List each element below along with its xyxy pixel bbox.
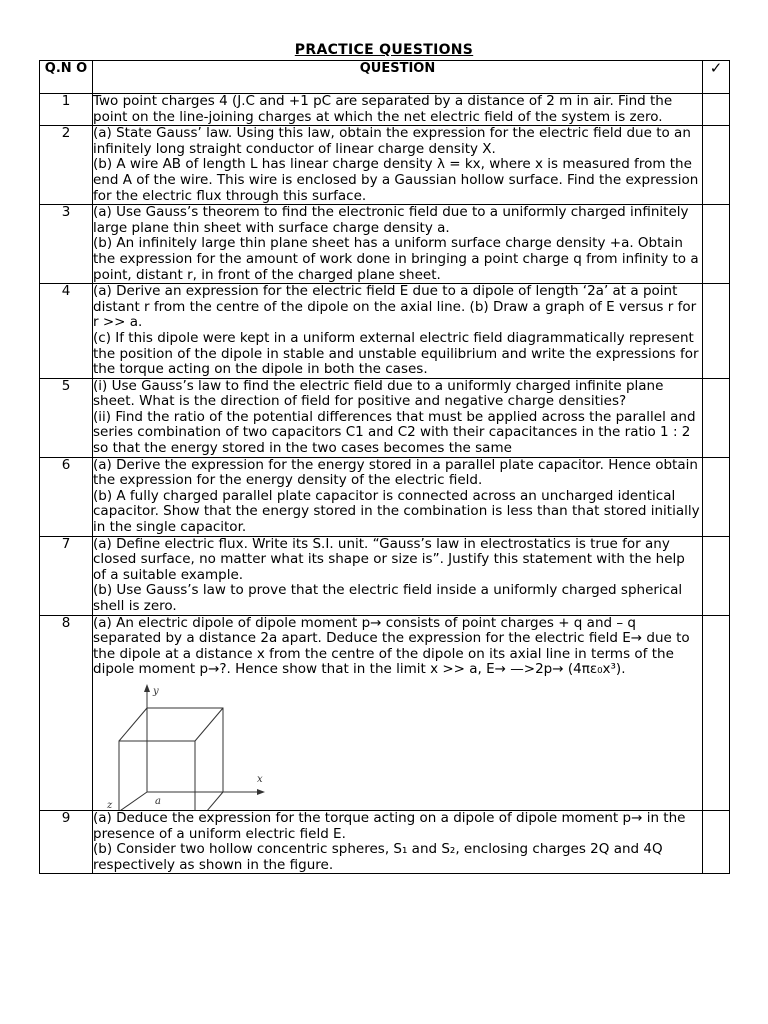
- question-part: (b) A wire AB of length L has linear charge density λ = kx, where x is measured from the end A of the wire. This wire is enclosed by a Gaussian hollow surface. Find the expression for the electric flux through this surface.: [93, 156, 699, 204]
- table-row: [40, 615, 730, 810]
- cube-back-face: [147, 708, 223, 792]
- question-text: [93, 378, 703, 457]
- qno-column-header: Q.N O: [40, 61, 93, 94]
- cube-edge: [119, 708, 147, 741]
- check-cell[interactable]: [703, 378, 730, 457]
- checkmark-column-header: ✓: [703, 61, 730, 94]
- check-cell[interactable]: [703, 284, 730, 379]
- question-number: 8: [40, 615, 93, 810]
- questions-table: [39, 60, 730, 874]
- table-row: [40, 205, 730, 284]
- question-text: [93, 615, 703, 810]
- table-row: [40, 126, 730, 205]
- table-row: [40, 378, 730, 457]
- question-part: (b) An infinitely large thin plane sheet has a uniform surface charge density +a. Obtain the expression for the amount of work done in bringing a point charge q from infinity to a point, distant r, in front of the charged plane sheet.: [93, 235, 699, 283]
- check-cell[interactable]: [703, 615, 730, 810]
- question-column-header: QUESTION: [93, 61, 703, 94]
- cube-axes-figure: [93, 684, 268, 810]
- question-text: [93, 284, 703, 379]
- y-axis-label: y: [153, 685, 159, 697]
- question-part: (b) Use Gauss’s law to prove that the electric field inside a uniformly charged spherical shell is zero.: [93, 582, 683, 614]
- question-number: 5: [40, 378, 93, 457]
- check-cell[interactable]: [703, 536, 730, 615]
- question-text: [93, 810, 703, 873]
- check-cell[interactable]: [703, 126, 730, 205]
- table-row: [40, 810, 730, 873]
- question-text: [93, 205, 703, 284]
- question-number: 9: [40, 810, 93, 873]
- question-part: (a) Deduce the expression for the torque acting on a dipole of dipole moment p→ in the presence of a uniform electric field E.: [93, 809, 686, 842]
- table-row: [40, 457, 730, 536]
- question-part: (a) Use Gauss’s theorem to find the electronic field due to a uniformly charged infinitely large plane thin sheet with surface charge density a.: [93, 204, 689, 236]
- check-cell[interactable]: [703, 94, 730, 126]
- question-part: (a) State Gauss’ law. Using this law, obtain the expression for the electric field due to an infinitely long straight conductor of linear charge density X.: [93, 125, 691, 157]
- question-part: (a) Derive the expression for the energy stored in a parallel plate capacitor. Hence obtain the expression for the energy density of the electric field.: [93, 456, 698, 489]
- table-header-row: [40, 61, 730, 94]
- question-part: (b) Consider two hollow concentric spheres, S₁ and S₂, enclosing charges 2Q and 4Q respectively as shown in the figure.: [93, 841, 663, 873]
- question-number: 4: [40, 284, 93, 379]
- table-row: [40, 284, 730, 379]
- question-part: (i) Use Gauss’s law to find the electric field due to a uniformly charged infinite plane sheet. What is the direction of field for positive and negative charge densities?: [93, 377, 664, 410]
- x-axis-label: x: [257, 773, 263, 785]
- question-part: (a) Derive an expression for the electric field E due to a dipole of length ‘2a’ at a point distant r from the centre of the dipole on the axial line. (b) Draw a graph of E versus r for r >> a.: [93, 283, 697, 331]
- question-number: 3: [40, 205, 93, 284]
- edge-length-label: a: [155, 795, 161, 807]
- question-part: (ii) Find the ratio of the potential differences that must be applied across the parallel and series combination of two capacitors C1 and C2 with their capacitances in the ratio 1 : 2 so that the energy stored in the two cases becomes the same: [93, 408, 696, 457]
- question-number: 2: [40, 126, 93, 205]
- table-row: [40, 536, 730, 615]
- question-part: (c) If this dipole were kept in a uniform external electric field diagrammatically represent the position of the dipole in stable and unstable equilibrium and write the expressions for the torque acting on the dipole in both the cases.: [93, 329, 699, 378]
- question-part: (b) A fully charged parallel plate capacitor is connected across an uncharged identical capacitor. Show that the energy stored in the combination is less than that stored initially in the single capacitor.: [93, 487, 700, 536]
- question-number: 7: [40, 536, 93, 615]
- question-number: 1: [40, 94, 93, 126]
- check-cell[interactable]: [703, 810, 730, 873]
- question-text: [93, 457, 703, 536]
- question-text: [93, 126, 703, 205]
- question-text: [93, 536, 703, 615]
- table-row: [40, 94, 730, 126]
- cube-edge: [195, 792, 223, 810]
- y-axis-arrowhead: [144, 684, 150, 692]
- question-text: [93, 94, 703, 126]
- question-part: (a) Define electric flux. Write its S.I. unit. “Gauss’s law in electrostatics is true for any closed surface, no matter what its shape or size is”. Justify this statement with the help of a suitable example.: [93, 535, 685, 583]
- z-axis-label: z: [107, 799, 113, 810]
- page-title: PRACTICE QUESTIONS: [294, 42, 474, 58]
- question-number: 6: [40, 457, 93, 536]
- question-part: (a) An electric dipole of dipole moment p→ consists of point charges + q and – q separated by a distance 2a apart. Deduce the expression for the electric field E→ due to the dipole at a distance x from the centre of the dipole on its axial line in terms of the dipole moment p→?. Hence show that in the limit x >> a, E→ —>2p→ (4πε₀x³).: [93, 614, 690, 678]
- cube-edge: [195, 708, 223, 741]
- check-cell[interactable]: [703, 457, 730, 536]
- x-axis-arrowhead: [257, 789, 265, 795]
- question-part: Two point charges 4 (J.C and +1 pC are separated by a distance of 2 m in air. Find the point on the line-joining charges at which the net electric field of the system is zero.: [93, 93, 673, 125]
- check-cell[interactable]: [703, 205, 730, 284]
